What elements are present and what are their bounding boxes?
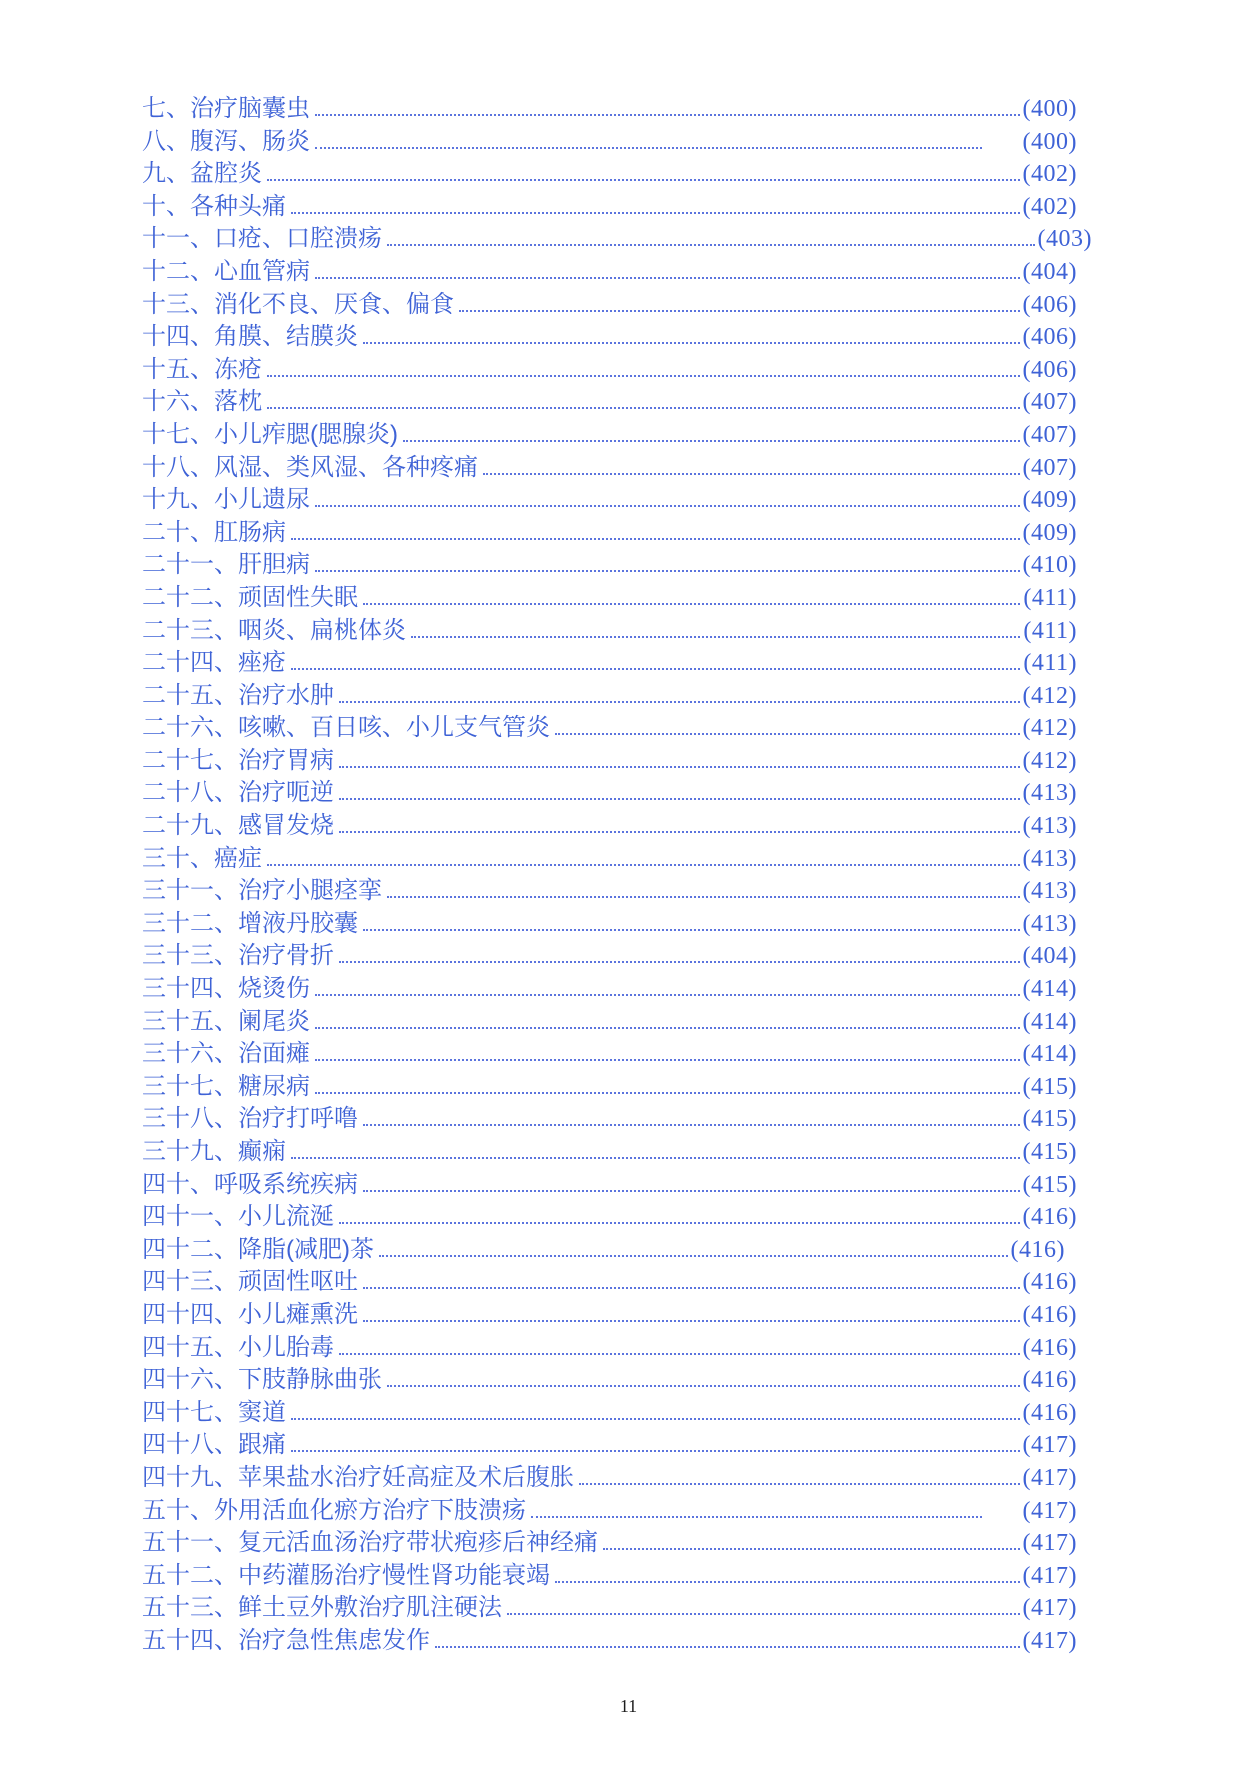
toc-entry-page-number: (407) <box>1022 389 1077 416</box>
toc-entry-label: 二十一、肝胆病 <box>142 551 310 579</box>
toc-entry-label: 二十七、治疗胃病 <box>142 746 334 774</box>
dot-leader <box>379 1255 1008 1257</box>
toc-entry-page-number: (413) <box>1022 813 1077 840</box>
toc-entry[interactable] <box>142 1071 1077 1104</box>
toc-entry-label: 四十六、下肢静脉曲张 <box>142 1366 382 1394</box>
toc-entry[interactable] <box>142 484 1077 517</box>
toc-entry[interactable] <box>142 1429 1077 1462</box>
toc-entry[interactable] <box>142 810 1077 843</box>
toc-entry-label: 七、治疗脑囊虫 <box>142 95 310 122</box>
dot-leader <box>291 1418 1020 1420</box>
toc-entry-label: 三十七、糖尿病 <box>142 1072 310 1100</box>
dot-leader <box>363 1320 1020 1322</box>
toc-entry-label: 五十、外用活血化瘀方治疗下肢溃疡 <box>142 1496 526 1524</box>
dot-leader <box>531 1516 982 1518</box>
toc-entry[interactable] <box>142 1462 1077 1495</box>
toc-entry[interactable] <box>142 419 1077 452</box>
dot-leader <box>363 342 1020 344</box>
dot-leader <box>363 1124 1020 1126</box>
toc-entry-page-number: (414) <box>1022 1008 1077 1035</box>
dot-leader <box>267 864 1020 866</box>
toc-entry-page-number: (413) <box>1022 910 1077 937</box>
dot-leader <box>291 1450 1020 1452</box>
toc-entry-label: 三十三、治疗骨折 <box>142 942 334 970</box>
toc-entry[interactable] <box>142 386 1077 419</box>
toc-entry-label: 二十三、咽炎、扁桃体炎 <box>142 616 406 644</box>
toc-entry[interactable] <box>142 1038 1077 1071</box>
dot-leader <box>555 733 1020 735</box>
toc-entry-page-number: (410) <box>1022 552 1077 579</box>
toc-entry-page-number: (402) <box>1022 193 1077 220</box>
dot-leader <box>339 1222 1020 1224</box>
toc-entry-page-number: (416) <box>1022 1399 1077 1426</box>
toc-entry-page-number: (412) <box>1022 682 1077 709</box>
toc-entry-label: 三十四、烧烫伤 <box>142 975 310 1003</box>
dot-leader <box>315 994 1020 996</box>
toc-entry-page-number: (402) <box>1022 161 1077 188</box>
toc-entry-label: 五十四、治疗急性焦虑发作 <box>142 1626 430 1654</box>
toc-entry-page-number: (417) <box>1022 1562 1077 1589</box>
toc-entry-page-number: (415) <box>1022 1073 1077 1100</box>
toc-entry-page-number: (409) <box>1022 519 1077 546</box>
dot-leader <box>291 212 1020 214</box>
toc-entry-page-number: (413) <box>1022 878 1077 905</box>
dot-leader <box>387 896 1020 898</box>
toc-entry-page-number: (413) <box>1022 780 1077 807</box>
dot-leader <box>411 636 1020 638</box>
toc-entry-label: 十二、心血管病 <box>142 257 310 285</box>
dot-leader <box>267 375 1020 377</box>
toc-entry-page-number: (412) <box>1022 747 1077 774</box>
toc-entry-page-number: (417) <box>1022 1432 1077 1459</box>
toc-entry-page-number: (411) <box>1023 650 1077 677</box>
toc-entry[interactable] <box>142 1495 1077 1528</box>
toc-entry-label: 四十二、降脂(减肥)茶 <box>142 1235 374 1263</box>
toc-entry-label: 十七、小儿痄腮(腮腺炎) <box>142 420 398 448</box>
toc-entry[interactable] <box>142 1136 1077 1169</box>
dot-leader <box>403 440 1020 442</box>
toc-entry-page-number: (417) <box>1022 1595 1077 1622</box>
dot-leader <box>363 1287 1020 1289</box>
toc-entry[interactable] <box>142 875 1077 908</box>
toc-entry-label: 三十九、癫痫 <box>142 1138 286 1165</box>
dot-leader <box>435 1646 1020 1648</box>
toc-entry-label: 三十八、治疗打呼噜 <box>142 1105 358 1133</box>
toc-entry-label: 三十五、阑尾炎 <box>142 1007 310 1035</box>
toc-entry-label: 八、腹泻、肠炎 <box>142 127 310 155</box>
toc-entry-page-number: (413) <box>1022 845 1077 872</box>
dot-leader <box>339 766 1020 768</box>
dot-leader <box>291 1157 1020 1159</box>
toc-entry-page-number: (417) <box>1022 1530 1077 1557</box>
dot-leader <box>387 1385 1020 1387</box>
toc-entry-label: 四十五、小儿胎毒 <box>142 1333 334 1361</box>
dot-leader <box>579 1483 1020 1485</box>
toc-entry-page-number: (416) <box>1022 1269 1077 1296</box>
dot-leader <box>315 570 1020 572</box>
toc-entry-page-number: (409) <box>1022 487 1077 514</box>
toc-entry[interactable] <box>142 191 1077 224</box>
toc-entry[interactable] <box>142 582 1077 615</box>
toc-entry[interactable] <box>142 843 1077 876</box>
dot-leader <box>363 603 1020 605</box>
toc-entry[interactable] <box>142 647 1077 680</box>
toc-entry-page-number: (417) <box>1022 1464 1077 1491</box>
toc-entry[interactable] <box>142 680 1077 713</box>
toc-entry[interactable] <box>142 1234 1077 1267</box>
toc-entry-label: 三十六、治面瘫 <box>142 1040 310 1068</box>
toc-entry-label: 四十一、小儿流涎 <box>142 1203 334 1231</box>
toc-entry-label: 四十三、顽固性呕吐 <box>142 1268 358 1296</box>
dot-leader <box>339 961 1020 963</box>
toc-entry-page-number: (404) <box>1022 258 1077 285</box>
toc-entry[interactable] <box>142 1397 1077 1430</box>
toc-entry-label: 二十、肛肠病 <box>142 518 286 546</box>
toc-entry[interactable] <box>142 289 1077 322</box>
toc-entry-label: 五十二、中药灌肠治疗慢性肾功能衰竭 <box>142 1561 550 1589</box>
toc-entry[interactable] <box>142 1201 1077 1234</box>
dot-leader <box>267 179 1020 181</box>
dot-leader <box>603 1548 1020 1550</box>
toc-entry-page-number: (417) <box>1022 1627 1077 1654</box>
toc-entry[interactable] <box>142 126 1077 159</box>
toc-entry-label: 四十九、苹果盐水治疗妊高症及术后腹胀 <box>142 1463 574 1491</box>
toc-entry-page-number: (414) <box>1022 976 1077 1003</box>
toc-entry[interactable] <box>142 1364 1077 1397</box>
toc-entry-page-number: (414) <box>1022 1041 1077 1068</box>
dot-leader <box>555 1581 1020 1583</box>
toc-entry-label: 四十、呼吸系统疾病 <box>142 1170 358 1198</box>
dot-leader <box>387 244 1035 246</box>
dot-leader <box>363 1190 1020 1192</box>
toc-entry[interactable] <box>142 615 1077 648</box>
toc-entry[interactable] <box>142 1103 1077 1136</box>
toc-entry-label: 九、盆腔炎 <box>142 160 262 188</box>
toc-entry[interactable] <box>142 712 1077 745</box>
toc-entry[interactable] <box>142 908 1077 941</box>
dot-leader <box>315 147 982 149</box>
toc-entry[interactable] <box>142 549 1077 582</box>
toc-entry-page-number: (416) <box>1010 1236 1065 1263</box>
dot-leader <box>315 1027 1020 1029</box>
toc-entry-label: 二十二、顽固性失眠 <box>142 583 358 611</box>
toc-entry-page-number: (406) <box>1022 356 1077 383</box>
dot-leader <box>291 668 1020 670</box>
toc-entry[interactable] <box>142 256 1077 289</box>
dot-leader <box>339 831 1020 833</box>
toc-entry-label: 五十一、复元活血汤治疗带状疱疹后神经痛 <box>142 1529 598 1557</box>
toc-entry-label: 十、各种头痛 <box>142 192 286 220</box>
toc-entry-label: 三十二、增液丹胶囊 <box>142 909 358 937</box>
toc-entry-label: 四十七、窦道 <box>142 1398 286 1426</box>
toc-entry-page-number: (407) <box>1022 421 1077 448</box>
toc-entry-page-number: (403) <box>1037 226 1092 253</box>
toc-entry-page-number: (416) <box>1022 1367 1077 1394</box>
toc-entry[interactable] <box>142 1299 1077 1332</box>
toc-entry-page-number: (411) <box>1023 584 1077 611</box>
dot-leader <box>483 473 1020 475</box>
dot-leader <box>315 505 1020 507</box>
toc-entry-label: 四十四、小儿瘫熏洗 <box>142 1300 358 1328</box>
dot-leader <box>507 1613 1020 1615</box>
toc-entry[interactable] <box>142 777 1077 810</box>
dot-leader <box>315 114 1020 116</box>
dot-leader <box>339 701 1020 703</box>
toc-entry[interactable] <box>142 973 1077 1006</box>
toc-entry[interactable] <box>142 223 1092 256</box>
toc-entry[interactable] <box>142 940 1077 973</box>
toc-entry-label: 五十三、鲜土豆外敷治疗肌注硬法 <box>142 1594 502 1622</box>
toc-entry-label: 二十四、痤疮 <box>142 649 286 677</box>
toc-entry-label: 四十八、跟痛 <box>142 1431 286 1459</box>
footer-page-number: 11 <box>619 1696 638 1716</box>
dot-leader <box>315 1092 1020 1094</box>
toc-entry[interactable] <box>142 1006 1077 1039</box>
dot-leader <box>339 798 1020 800</box>
toc-entry[interactable] <box>142 1266 1077 1299</box>
toc-list <box>142 93 1092 1658</box>
toc-entry-label: 三十一、治疗小腿痉挛 <box>142 877 382 905</box>
toc-entry-page-number: (412) <box>1022 715 1077 742</box>
toc-entry[interactable] <box>142 1332 1077 1365</box>
toc-entry-label: 十六、落枕 <box>142 388 262 416</box>
dot-leader <box>267 407 1020 409</box>
dot-leader <box>315 1059 1020 1061</box>
toc-entry-label: 十一、口疮、口腔溃疡 <box>142 225 382 253</box>
toc-entry[interactable] <box>142 1560 1077 1593</box>
toc-entry-label: 十四、角膜、结膜炎 <box>142 323 358 351</box>
toc-entry-page-number: (400) <box>1022 128 1077 155</box>
toc-entry[interactable] <box>142 1592 1077 1625</box>
toc-entry-label: 十八、风湿、类风湿、各种疼痛 <box>142 453 478 481</box>
toc-entry-label: 二十六、咳嗽、百日咳、小儿支气管炎 <box>142 714 550 742</box>
toc-entry-page-number: (417) <box>1022 1497 1077 1524</box>
toc-entry-page-number: (407) <box>1022 454 1077 481</box>
toc-entry[interactable] <box>142 1625 1077 1658</box>
dot-leader <box>291 538 1020 540</box>
toc-entry[interactable] <box>142 1169 1077 1202</box>
toc-entry-label: 十五、冻疮 <box>142 355 262 383</box>
toc-entry[interactable] <box>142 93 1077 126</box>
toc-entry[interactable] <box>142 517 1077 550</box>
toc-entry-page-number: (415) <box>1022 1106 1077 1133</box>
toc-entry-page-number: (416) <box>1022 1204 1077 1231</box>
toc-entry-page-number: (406) <box>1022 324 1077 351</box>
toc-entry-page-number: (416) <box>1022 1301 1077 1328</box>
toc-entry-label: 二十五、治疗水肿 <box>142 681 334 709</box>
toc-entry-page-number: (400) <box>1022 96 1077 122</box>
toc-entry-page-number: (416) <box>1022 1334 1077 1361</box>
dot-leader <box>339 1353 1020 1355</box>
toc-entry-page-number: (404) <box>1022 943 1077 970</box>
toc-entry-label: 十三、消化不良、厌食、偏食 <box>142 290 454 318</box>
toc-entry[interactable] <box>142 354 1077 387</box>
toc-entry-page-number: (406) <box>1022 291 1077 318</box>
toc-entry-label: 二十九、感冒发烧 <box>142 812 334 840</box>
dot-leader <box>459 310 1020 312</box>
toc-entry[interactable] <box>142 452 1077 485</box>
toc-entry-page-number: (415) <box>1022 1171 1077 1198</box>
dot-leader <box>315 277 1020 279</box>
toc-entry[interactable] <box>142 1527 1077 1560</box>
toc-entry[interactable] <box>142 158 1077 191</box>
dot-leader <box>363 929 1020 931</box>
toc-entry-label: 二十八、治疗呃逆 <box>142 779 334 807</box>
toc-entry-page-number: (411) <box>1023 617 1077 644</box>
toc-entry[interactable] <box>142 321 1077 354</box>
toc-entry-label: 三十、癌症 <box>142 844 262 872</box>
toc-entry-page-number: (415) <box>1022 1139 1077 1165</box>
toc-entry-label: 十九、小儿遗尿 <box>142 486 310 514</box>
toc-entry[interactable] <box>142 745 1077 778</box>
